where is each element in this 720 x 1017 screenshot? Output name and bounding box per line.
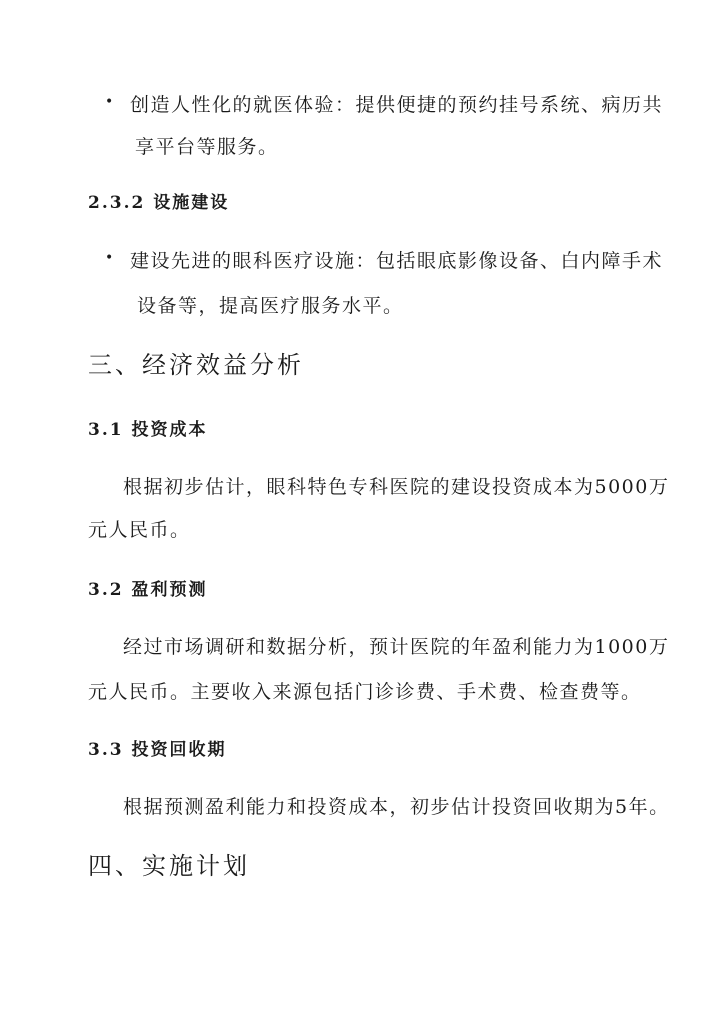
bullet-text-line-1: 建设先进的眼科医疗设施：包括眼底影像设备、白内障手术 <box>130 250 664 272</box>
paragraph-3-3-line-1: 根据预测盈利能力和投资成本，初步估计投资回收期为5年。 <box>123 796 670 818</box>
heading-3-3: 3.3 投资回收期 <box>88 740 227 760</box>
bullet-text-line-2: 享平台等服务。 <box>135 136 279 158</box>
paragraph-3-1-line-2: 元人民币。 <box>88 519 191 541</box>
heading-section-3: 三、经济效益分析 <box>88 351 304 379</box>
bullet-text-line-1: 创造人性化的就医体验：提供便捷的预约挂号系统、病历共 <box>130 94 664 116</box>
heading-2-3-2: 2.3.2 设施建设 <box>88 193 230 213</box>
paragraph-3-1-line-1: 根据初步估计，眼科特色专科医院的建设投资成本为5000万 <box>123 476 670 498</box>
bullet-icon: • <box>105 94 115 110</box>
bullet-text-line-2: 设备等，提高医疗服务水平。 <box>137 295 404 317</box>
heading-section-4: 四、实施计划 <box>88 852 250 880</box>
bullet-icon: • <box>105 250 115 266</box>
heading-3-2: 3.2 盈利预测 <box>88 580 208 600</box>
paragraph-3-2-line-2: 元人民币。主要收入来源包括门诊诊费、手术费、检查费等。 <box>88 681 642 703</box>
heading-3-1: 3.1 投资成本 <box>88 420 208 440</box>
paragraph-3-2-line-1: 经过市场调研和数据分析，预计医院的年盈利能力为1000万 <box>123 636 670 658</box>
